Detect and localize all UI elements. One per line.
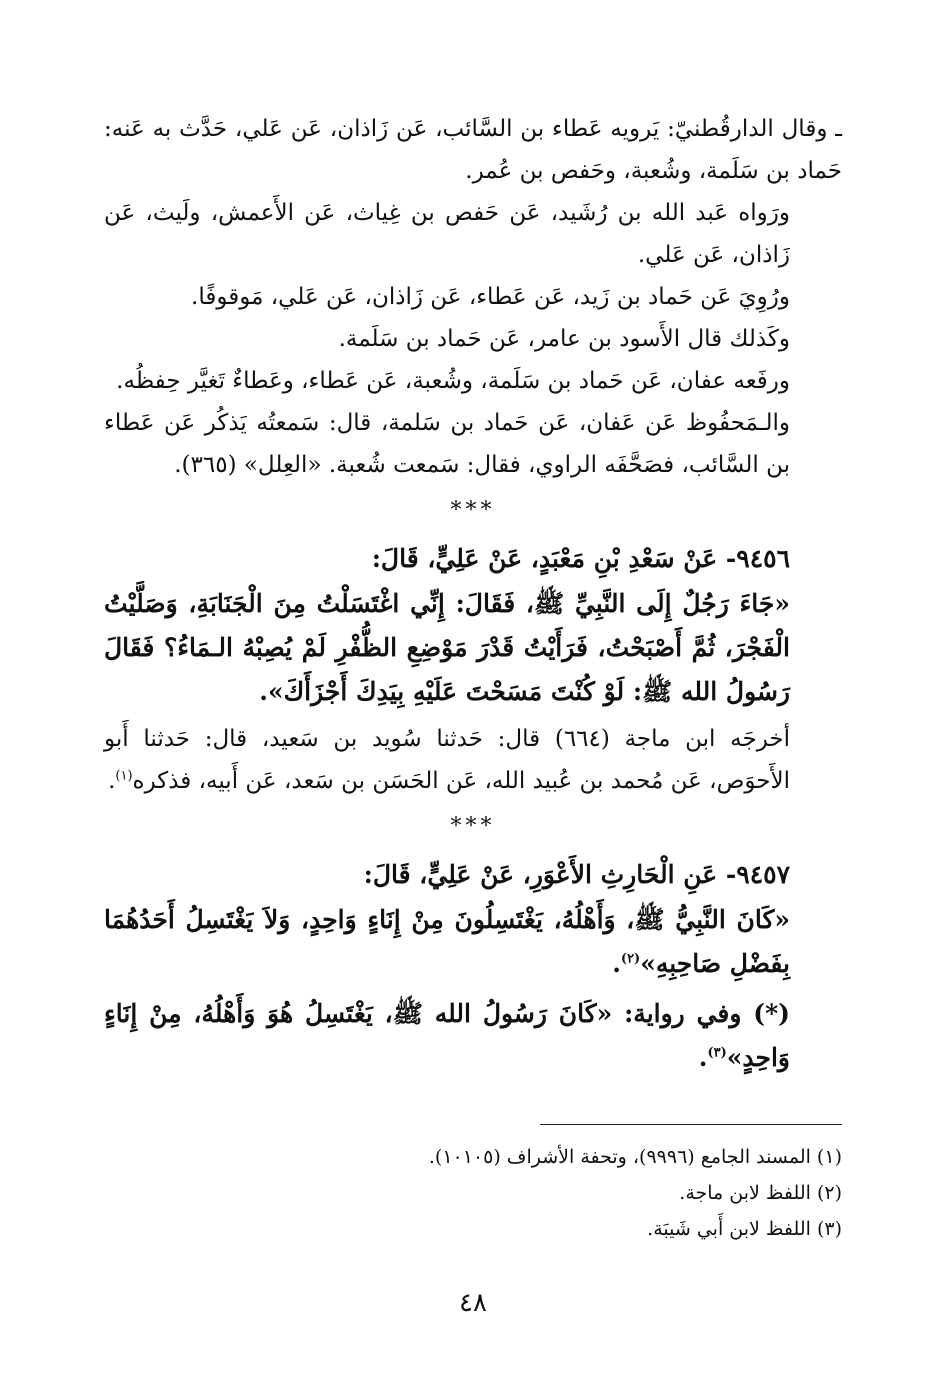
footnote-3: (٣) اللفظ لابن أَبي شَيبَة. <box>647 1218 842 1240</box>
hadith-9457-variant: (*) وفي رواية: «كَانَ رَسُولُ الله ﷺ، يَغْتَسِلُ هُوَ وَأَهْلُهُ، مِنْ إِنَاءٍ وَاحِدٍ»$^{(٣)}$. <box>104 999 790 1072</box>
paragraph-daraqutni: ـ وقال الدارقُطنيّ: يَرويه عَطاء بن السَّائب، عَن زَاذان، عَن عَلي، حَدَّث به عَنه: حَماد بن سَلَمة، وشُعبة، وحَفص بن عُمر. <box>104 116 842 184</box>
footnote-2: (٢) اللفظ لابن ماجة. <box>679 1182 842 1204</box>
hadith-9456-takhrij: أخرجَه ابن ماجة (٦٦٤) قال: حَدثنا سُويد بن سَعيد، قال: حَدثنا أَبو الأَحوَص، عَن مُحمد بن عُبيد الله، عَن الحَسَن بن سَعد، عَن أَبيه، فذكره$^{(١)}$. <box>104 726 790 794</box>
footnote-ref-2[interactable]: (٢) <box>620 951 641 967</box>
footnote-ref-3[interactable]: (٣) <box>707 1045 727 1061</box>
section-separator-2: *** <box>450 814 496 839</box>
paragraph-hammad-zaid: ورُوِيَ عَن حَماد بن زَيد، عَن عَطاء، عَن زَاذان، عَن عَلي، مَوقوفًا. <box>191 284 790 310</box>
paragraph-mahfuz: والـمَحفُوظ عَن عَفان، عَن حَماد بن سَلمة، قال: سَمعتُه يَذكُر عَن عَطاء بن السَّائب، فصَحَّفَه الراوي، فقال: سَمعت شُعبة. «العِلل» (٣٦٥). <box>104 410 790 478</box>
takhrij-text: أخرجَه ابن ماجة (٦٦٤) قال: حَدثنا سُويد بن سَعيد، قال: حَدثنا أَبو الأَحوَص، عَن مُحمد بن عُبيد الله، عَن الحَسَن بن سَعد، عَن أَبيه، فذكره <box>104 726 790 794</box>
hadith-9457-text: «كَانَ النَّبِيُّ ﷺ، وَأَهْلُهُ، يَغْتَسِلُونَ مِنْ إِنَاءٍ وَاحِدٍ، وَلاَ يَغْتَسِلُ أَحَدُهُمَا بِفَضْلِ صَاحِبِهِ»$^{(٢)}$. <box>104 905 790 978</box>
footnote-ref-1[interactable]: (١) <box>115 768 133 784</box>
paragraph-affan: ورفَعه عفان، عَن حَماد بن سَلَمة، وشُعبة، عَن عَطاء، وعَطاءٌ تَغيَّر حِفظُه. <box>116 368 790 394</box>
hadith-9457-body: «كَانَ النَّبِيُّ ﷺ، وَأَهْلُهُ، يَغْتَسِلُونَ مِنْ إِنَاءٍ وَاحِدٍ، وَلاَ يَغْتَسِلُ أَحَدُهُمَا بِفَضْلِ صَاحِبِهِ» <box>104 905 790 978</box>
hadith-9456-text: «جَاءَ رَجُلٌ إِلَى النَّبِيِّ ﷺ، فَقَالَ: إِنِّي اغْتَسَلْتُ مِنَ الْجَنَابَةِ، وَصَلَّيْتُ الْفَجْرَ، ثُمَّ أَصْبَحْتُ، فَرَأَيْتُ قَدْرَ مَوْضِعِ الظُّفْرِ لَمْ يُصِبْهُ الـمَاءُ؟ فَقَالَ رَسُولُ الله ﷺ: لَوْ كُنْتَ مَسَحْتَ عَلَيْهِ بِيَدِكَ أَجْزَأَكَ». <box>104 589 790 706</box>
paragraph-aswad: وكَذلك قال الأَسود بن عامر، عَن حَماد بن سَلَمة. <box>338 326 790 352</box>
footnote-divider <box>540 1124 842 1125</box>
hadith-9456-heading: ٩٤٥٦- عَنْ سَعْدِ بْنِ مَعْبَدٍ، عَنْ عَلِيٍّ، قَالَ: <box>371 544 790 573</box>
section-separator: *** <box>450 498 496 523</box>
page-number: ٤٨ <box>459 1288 487 1318</box>
footnote-1: (١) المسند الجامع (٩٩٩٦)، وتحفة الأشراف (١٠١٠٥). <box>428 1146 842 1168</box>
variant-body: (*) وفي رواية: «كَانَ رَسُولُ الله ﷺ، يَغْتَسِلُ هُوَ وَأَهْلُهُ، مِنْ إِنَاءٍ وَاحِدٍ» <box>104 999 790 1072</box>
paragraph-abdullah: ورَواه عَبد الله بن رُشَيد، عَن حَفص بن غِياث، عَن الأَعمش، ولَيث، عَن زَاذان، عَن عَلي. <box>104 200 790 268</box>
hadith-9457-heading: ٩٤٥٧- عَنِ الْحَارِثِ الأَعْوَرِ، عَنْ عَلِيٍّ، قَالَ: <box>363 860 790 889</box>
